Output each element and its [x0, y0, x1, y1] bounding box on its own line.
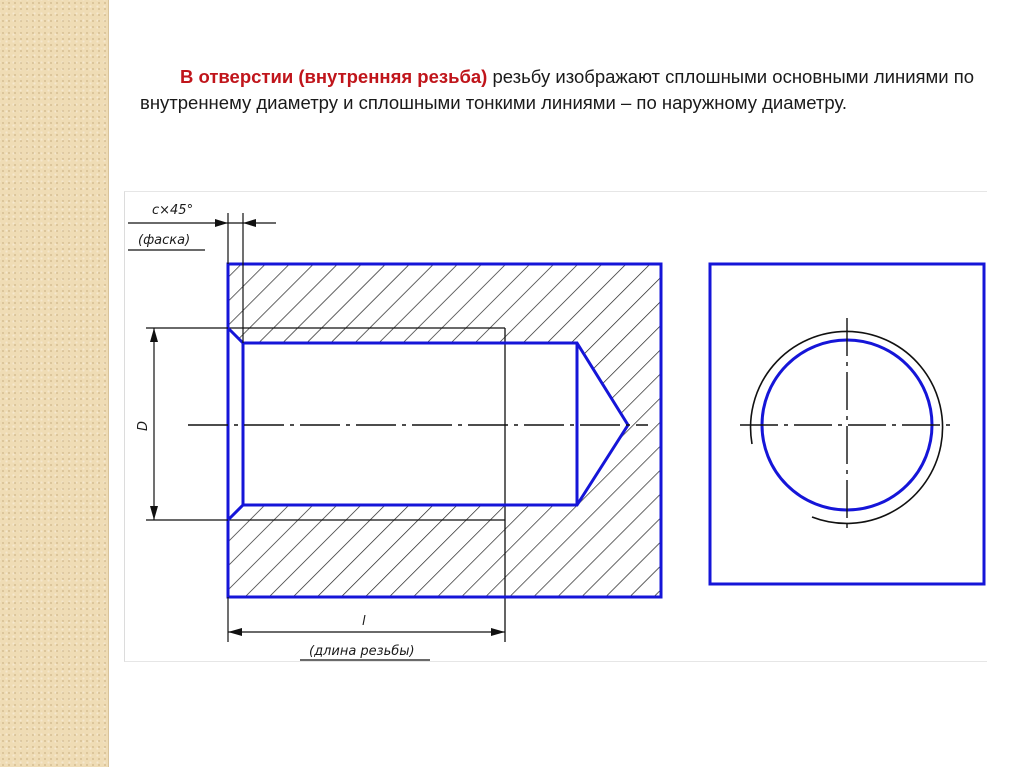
- chamfer-note: (фаска): [138, 233, 191, 248]
- length-dimension: [228, 597, 505, 660]
- length-label: l: [362, 614, 366, 629]
- hole-outline: [228, 328, 628, 520]
- length-note: (длина резьбы): [309, 644, 415, 659]
- chamfer-label: c×45°: [152, 203, 194, 218]
- diameter-dimension: [136, 328, 228, 520]
- end-view: [710, 264, 984, 584]
- diameter-label: D: [136, 420, 151, 431]
- section-view: [188, 264, 661, 642]
- section-hatching: [228, 264, 661, 597]
- slide-paragraph-lead: В отверстии (внутренняя резьба): [180, 66, 488, 87]
- slide-paragraph-body: резьбу изображают сплошными основными линиями по внутреннему диаметру и сплошными тонкими линиями – по наружному диаметру.: [140, 66, 975, 113]
